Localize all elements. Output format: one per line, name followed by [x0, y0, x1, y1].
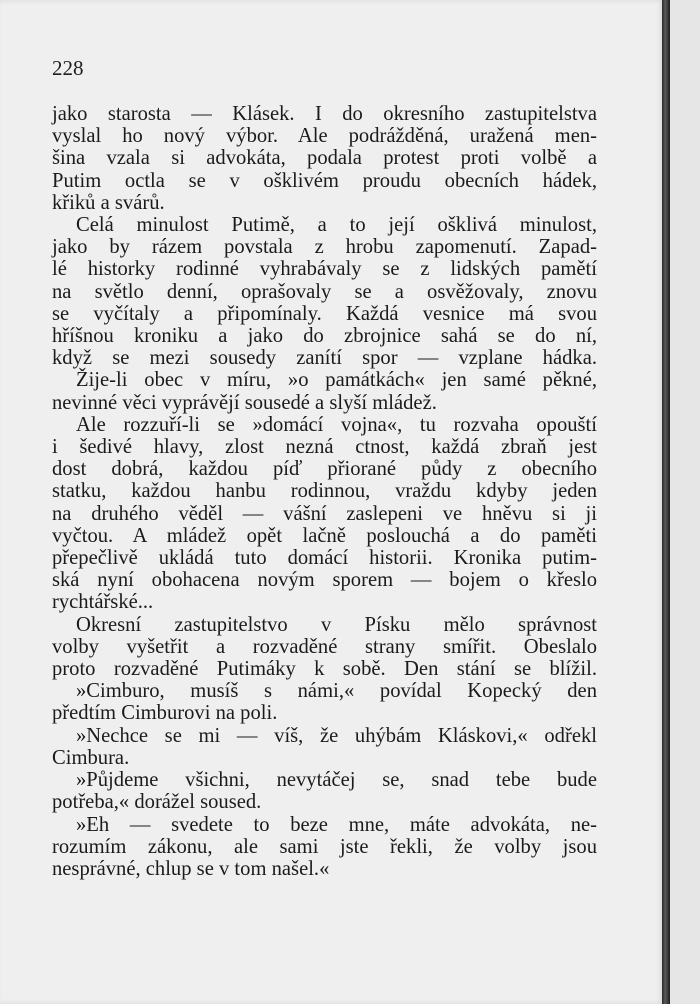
- text-line: proto rozvaděné Putimáky k sobě. Den stání se blížil.: [52, 658, 597, 681]
- text-line: přepečlivě ukládá tuto domácí historii. Kronika putim-: [52, 547, 597, 570]
- text-line: Žije-li obec v míru, »o památkách« jen samé pěkné,: [76, 369, 597, 392]
- text-line: nevinné věci vyprávějí sousedé a slyší mládež.: [52, 391, 437, 414]
- text-line: Okresní zastupitelstvo v Písku mělo správnost: [76, 613, 597, 636]
- text-line: dost dobrá, každou píď přiorané půdy z obecního: [52, 458, 597, 481]
- text-line: jako starosta — Klásek. I do okresního zastupitelstva: [52, 103, 597, 125]
- text-line: předtím Cimburovi na poli.: [52, 702, 278, 725]
- text-line: »Nechce se mi — víš, že uhýbám Kláskovi,« odřekl: [76, 724, 597, 747]
- next-page-edge: [670, 0, 700, 1004]
- text-line: ská nyní obohacena novým sporem — bojem o křeslo: [52, 569, 597, 592]
- text-line: jako by rázem povstala z hrobu zapomenutí. Zapad-: [52, 236, 597, 259]
- text-line: »Půjdeme všichni, nevytáčej se, snad tebe bude: [76, 769, 597, 792]
- text-line: na světlo denní, oprašovaly se a osvěžovaly, znovu: [52, 280, 597, 303]
- text-line: volby vyšetřit a rozvaděné strany smířit. Obeslalo: [52, 635, 597, 658]
- text-line: lé historky rodinné vyhrabávaly se z lidských pamětí: [52, 258, 597, 281]
- text-line: Cimbura.: [52, 746, 130, 769]
- text-line: potřeba,« dorážel soused.: [52, 791, 262, 814]
- page-number: 228: [52, 56, 84, 80]
- book-gutter: [662, 0, 670, 1004]
- text-line: i šedivé hlavy, zlost nezná ctnost, každá zbraň jest: [52, 436, 597, 459]
- text-line: hříšnou kroniku a jako do zbrojnice sahá se do ní,: [52, 325, 597, 348]
- text-line: Putim octla se v ošklivém proudu obecních hádek,: [52, 169, 597, 192]
- text-line: vyčtou. A mládež opět lačně poslouchá a do paměti: [52, 524, 597, 547]
- text-line: křiků a svárů.: [52, 191, 165, 214]
- text-line: »Cimburo, musíš s námi,« povídal Kopecký den: [76, 680, 597, 703]
- text-line: statku, každou hanbu rodinnou, vraždu kdyby jeden: [52, 480, 597, 503]
- text-line: »Eh — svedete to beze mne, máte advokáta, ne-: [76, 813, 597, 836]
- text-line: Ale rozzuří-li se »domácí vojna«, tu rozvaha opouští: [76, 413, 597, 436]
- text-line: rychtářské...: [52, 591, 154, 614]
- text-line: když se mezi sousedy zanítí spor — vzplane hádka.: [52, 347, 597, 370]
- text-line: nesprávné, chlup se v tom našel.«: [52, 857, 330, 880]
- text-line: se vyčítaly a připomínaly. Každá vesnice má svou: [52, 302, 597, 325]
- text-line: na druhého věděl — vášní zaslepeni ve hněvu si ji: [52, 502, 597, 525]
- text-line: rozumím zákonu, ale sami jste řekli, že volby jsou: [52, 835, 597, 858]
- text-line: Celá minulost Putimě, a to její ošklivá minulost,: [76, 214, 597, 237]
- text-line: šina vzala si advokáta, podala protest proti volbě a: [52, 147, 597, 170]
- text-line: vyslal ho nový výbor. Ale podrážděná, uražená men-: [52, 125, 597, 148]
- page-text: [52, 103, 597, 880]
